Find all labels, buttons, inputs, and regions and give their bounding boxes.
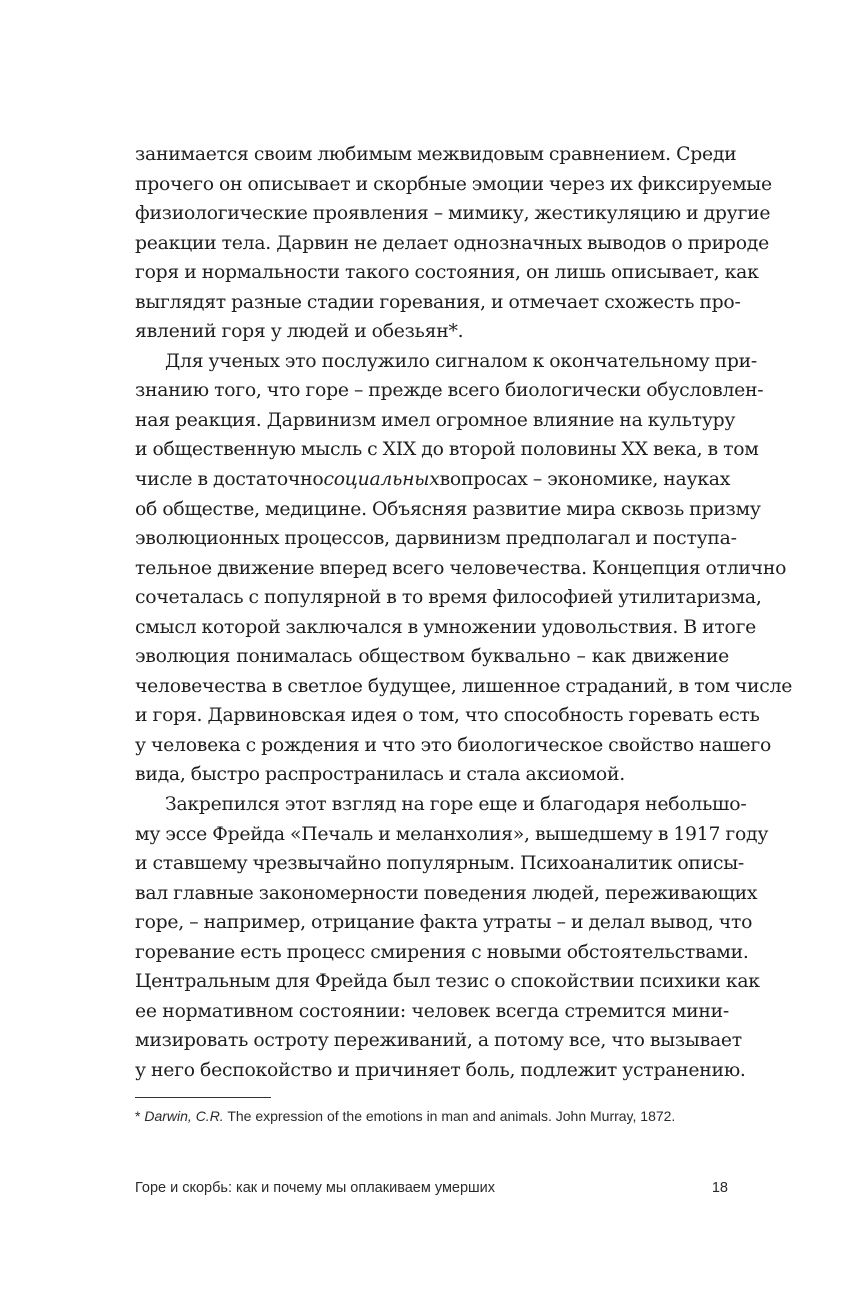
italic-term: социальных [323,469,440,491]
text-line: тельное движение вперед всего человечества. Концепция отлично [135,557,787,579]
paragraph-2 [135,347,793,790]
text-line: и ставшему чрезвычайно популярным. Психоаналитик описы- [135,853,745,875]
text-line: Центральным для Фрейда был тезис о спокойствии психики как [135,971,760,993]
text-line: мизировать остроту переживаний, а потому все, что вызывает [135,1030,742,1052]
text-line: прочего он описывает и скорбные эмоции через их фиксируемые [135,173,772,195]
text-line: му эссе Фрейда «Печаль и меланхолия», вышедшему в 1917 году [135,823,769,845]
footnote-marker: * [135,1108,141,1124]
text-line: эволюция понималась обществом буквально – как движение [135,646,729,668]
text-line: вида, быстро распространилась и стала аксиомой. [135,764,625,786]
text-line: эволюционных процессов, дарвинизм предполагал и поступа- [135,528,737,550]
text-line: ная реакция. Дарвинизм имел огромное влияние на культуру [135,409,736,431]
footnote-text: The expression of the emotions in man and animals. John Murray, 1872. [227,1108,676,1124]
running-footer-title: Горе и скорбь: как и почему мы оплакиваем умерших [135,1180,496,1196]
text-line: Закрепился этот взгляд на горе еще и благодаря небольшо- [165,794,747,816]
text-line: вал главные закономерности поведения людей, переживающих [135,882,758,904]
text-line: и общественную мысль с XIX до второй половины XX века, в том [135,439,759,461]
text-line: горе, – например, отрицание факта утраты – и делал вывод, что [135,912,753,934]
text-line: горевание есть процесс смирения с новыми обстоятельствами. [135,941,749,963]
text-line: у человека с рождения и что это биологическое свойство нашего [135,734,772,756]
text-line: реакции тела. Дарвин не делает однозначных выводов о природе [135,232,769,254]
text-line: физиологические проявления – мимику, жестикуляцию и другие [135,203,771,225]
text-line: у него беспокойство и причиняет боль, подлежит устранению. [135,1059,746,1081]
text-segment: вопросах – экономике, науках [439,469,731,491]
text-line: горя и нормальности такого состояния, он лишь описывает, как [135,262,759,284]
text-line: ее нормативном состоянии: человек всегда стремится мини- [135,1000,729,1022]
footnote [135,1106,735,1126]
text-line: сочеталась с популярной в то время философией утилитаризма, [135,587,762,609]
text-line: явлений горя у людей и обезьян*. [135,321,464,343]
paragraph-1 [135,140,772,347]
text-line: об обществе, медицине. Объясняя развитие мира сквозь призму [135,498,761,520]
main-text [135,140,793,1086]
paragraph-3 [135,790,769,1085]
text-line: выглядят разные стадии горевания, и отмечает схожесть про- [135,291,741,313]
text-line: Для ученых это послужило сигналом к окончательному при- [165,350,758,372]
text-line: смысл которой заключался в умножении удовольствия. В итоге [135,616,757,638]
footnote-separator [135,1097,271,1098]
text-line: занимается своим любимым межвидовым сравнением. Среди [135,144,737,165]
footnote-author: Darwin, C.R. [144,1108,224,1124]
text-line-with-italic [135,465,729,495]
text-line: знанию того, что горе – прежде всего биологически обусловлен- [135,380,764,402]
text-line: человечества в светлое будущее, лишенное страданий, в том числе [135,675,793,697]
text-line: и горя. Дарвиновская идея о том, что способность горевать есть [135,705,760,727]
page-number: 18 [711,1180,728,1196]
text-segment: числе в достаточно [135,469,324,491]
